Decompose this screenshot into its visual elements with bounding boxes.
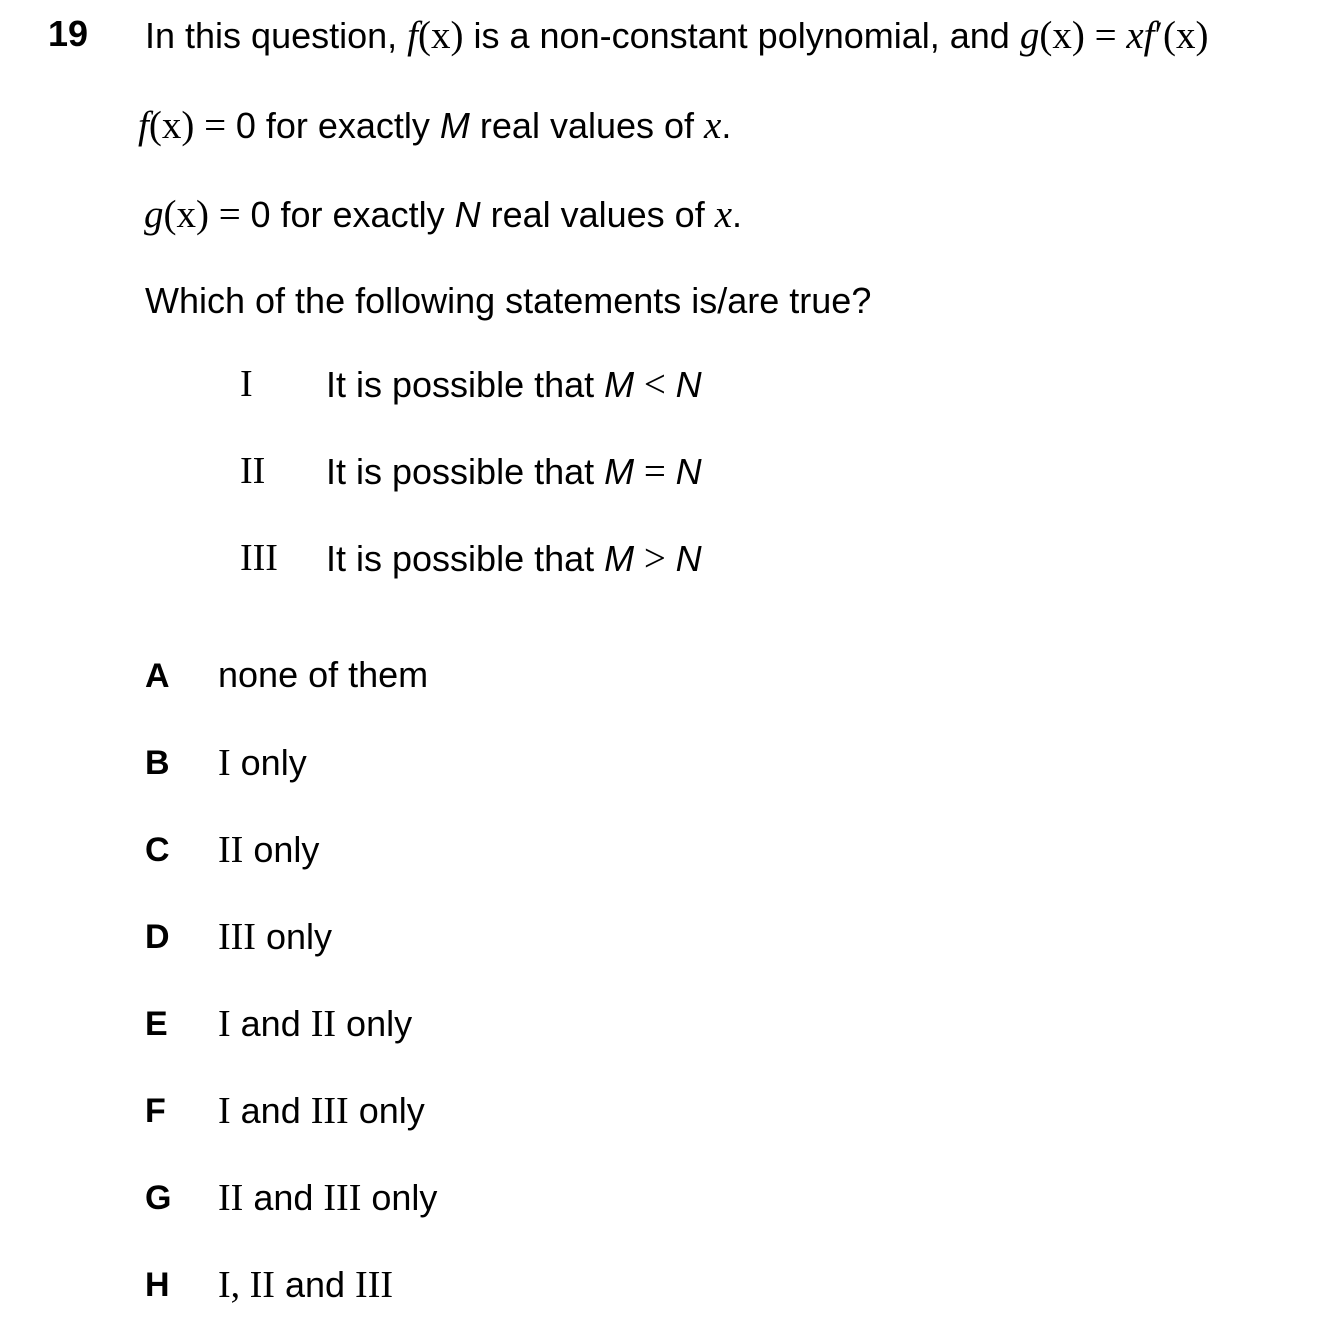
option-body: and: [274, 1264, 356, 1305]
intro-rhs-x: x: [1126, 14, 1144, 57]
line-g-end: .: [732, 194, 743, 235]
statement-op: =: [634, 450, 676, 493]
option-text[interactable]: [218, 744, 307, 782]
line-f-eq: =: [194, 104, 236, 147]
statement-rhs: N: [675, 451, 702, 492]
option-letter: D: [145, 918, 170, 956]
line-g-x: (x): [163, 193, 209, 236]
line-f-x: (x): [148, 104, 195, 147]
option-body: and: [230, 1003, 311, 1044]
intro-prime: ′: [1154, 14, 1164, 57]
line-g-text-2: real values of: [480, 194, 715, 235]
line-f-M: M: [439, 105, 470, 146]
option-roman: I: [218, 742, 231, 784]
statement-lhs: M: [604, 451, 635, 492]
statement-body: It is possible that: [326, 538, 605, 579]
option-letter: B: [145, 744, 170, 782]
option-body: only: [243, 829, 320, 870]
option-text[interactable]: [218, 1179, 437, 1217]
option-text[interactable]: [218, 1092, 425, 1130]
option-roman: I, II: [218, 1264, 275, 1306]
intro-eq: =: [1084, 14, 1127, 57]
statement-text: [326, 365, 702, 404]
statement-numeral: III: [240, 537, 278, 579]
statement-body: It is possible that: [326, 451, 605, 492]
line-g-text-1: 0 for exactly: [250, 194, 455, 235]
line-f-f: f: [138, 104, 149, 147]
line-f-end: .: [721, 105, 732, 146]
option-body-2: only: [361, 1177, 438, 1218]
statement-text: [326, 539, 702, 578]
option-body: and: [243, 1177, 324, 1218]
option-roman: III: [218, 916, 256, 958]
statement-rhs: N: [675, 364, 702, 405]
statement-rhs: N: [675, 538, 702, 579]
intro-x1: (x): [418, 14, 464, 57]
option-roman-2: III: [323, 1177, 362, 1219]
line-f-text-2: real values of: [469, 105, 705, 146]
option-roman-2: III: [310, 1090, 349, 1132]
statement-numeral: I: [240, 363, 253, 405]
question-intro: [145, 16, 1209, 55]
statement-op: >: [634, 537, 676, 580]
statement-op: <: [634, 363, 676, 406]
intro-x2: (x): [1039, 14, 1085, 57]
option-letter: G: [145, 1179, 172, 1217]
option-roman: I: [218, 1003, 231, 1045]
option-body: and: [230, 1090, 311, 1131]
line-g-var: x: [714, 193, 733, 236]
option-letter: A: [145, 657, 170, 695]
intro-text-2: is a non-constant polynomial, and: [463, 15, 1020, 56]
option-text[interactable]: [218, 1266, 393, 1304]
intro-g: g: [1019, 14, 1040, 57]
statement-numeral: II: [240, 450, 266, 492]
line-g-eq: =: [208, 193, 251, 236]
line-f: [138, 106, 731, 145]
option-letter: E: [145, 1005, 168, 1043]
question-number: 19: [48, 13, 89, 54]
option-body: only: [230, 742, 307, 783]
option-text[interactable]: [218, 654, 429, 695]
intro-f: f: [407, 14, 419, 57]
option-letter: F: [145, 1092, 166, 1130]
option-letter: H: [145, 1266, 170, 1304]
option-text[interactable]: [218, 831, 319, 869]
intro-x3: (x): [1163, 14, 1209, 57]
intro-text-1: In this question,: [145, 15, 408, 56]
option-body-2: only: [348, 1090, 425, 1131]
statement-lhs: M: [604, 364, 635, 405]
line-f-text-1: 0 for exactly: [235, 105, 440, 146]
option-roman: II: [218, 829, 244, 871]
question-prompt: Which of the following statements is/are true?: [145, 280, 872, 321]
statement-text: [326, 452, 702, 491]
line-g-N: N: [454, 194, 481, 235]
option-letter: C: [145, 831, 170, 869]
option-roman: I: [218, 1090, 231, 1132]
option-body-2: only: [336, 1003, 413, 1044]
option-body: none of them: [218, 654, 429, 695]
option-roman-2: II: [310, 1003, 337, 1045]
line-g: [144, 195, 742, 234]
statement-lhs: M: [604, 538, 635, 579]
line-f-var: x: [704, 104, 722, 147]
line-g-g: g: [144, 193, 164, 236]
option-text[interactable]: [218, 1005, 412, 1043]
option-roman-2: III: [355, 1264, 394, 1306]
statement-body: It is possible that: [326, 364, 605, 405]
option-body: only: [255, 916, 333, 957]
option-text[interactable]: [218, 918, 332, 956]
option-roman: II: [218, 1177, 244, 1219]
intro-rhs-f: f: [1143, 14, 1155, 57]
